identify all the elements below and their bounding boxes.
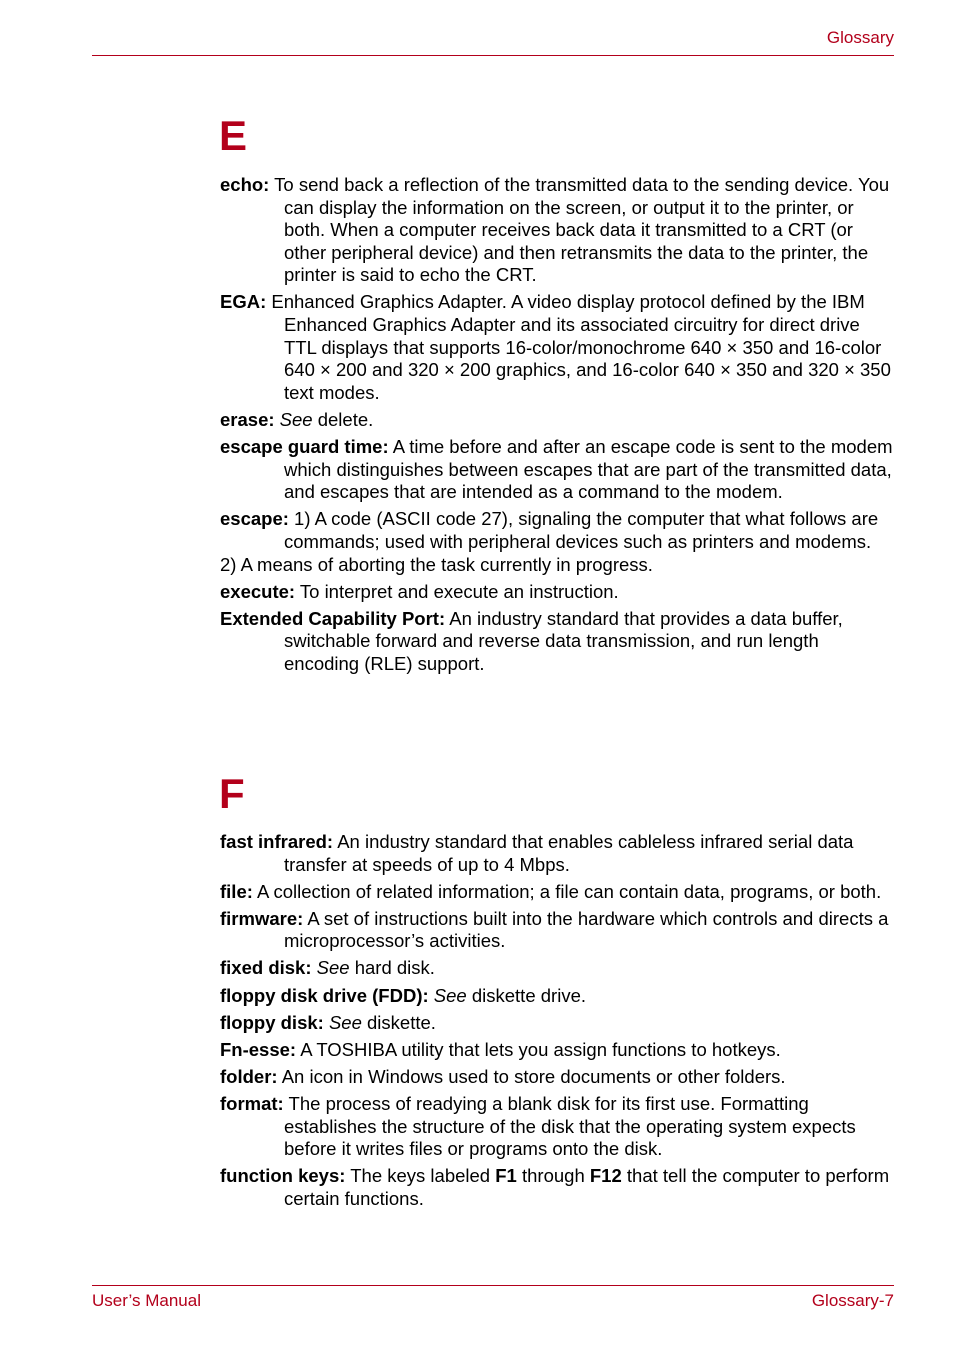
- entry-definition: A set of instructions built into the hardware which controls and directs a microprocessor’s activities.: [284, 907, 889, 952]
- entry-term: Extended Capability Port:: [220, 607, 446, 629]
- entry-definition: delete.: [317, 408, 374, 430]
- entry-definition: hard disk.: [354, 957, 435, 979]
- see-reference: See: [328, 1011, 362, 1033]
- glossary-entry-fast-infrared: [220, 831, 896, 876]
- section-heading-e: E: [219, 112, 248, 159]
- entry-definition: The process of readying a blank disk for its first use. Formatting establishes the structure of the disk that the operating system expects before it writes files or programs onto the disk.: [284, 1092, 856, 1160]
- glossary-entry-function-keys: [220, 1165, 896, 1210]
- entry-term: fast infrared:: [220, 831, 334, 852]
- footer-manual-title: User’s Manual: [92, 1291, 201, 1310]
- entry-term: floppy disk:: [220, 1011, 324, 1033]
- see-reference: See: [316, 957, 350, 979]
- entry-term: firmware:: [220, 907, 304, 929]
- entry-definition: diskette.: [367, 1011, 436, 1033]
- section-heading-f: F: [219, 770, 245, 817]
- entry-term: erase:: [220, 408, 275, 430]
- entry-term: format:: [220, 1092, 284, 1114]
- see-reference: See: [279, 408, 313, 430]
- glossary-entry-file: [220, 881, 896, 904]
- see-reference: See: [433, 984, 467, 1006]
- glossary-entry-execute: [220, 581, 896, 604]
- glossary-entry-fn-esse: [220, 1039, 896, 1062]
- entry-term: file:: [220, 880, 253, 902]
- entry-term: echo:: [220, 174, 270, 195]
- glossary-entry-format: [220, 1093, 896, 1161]
- header-rule: [92, 55, 894, 56]
- entry-term: EGA:: [220, 291, 267, 313]
- section-e-entries: [220, 174, 896, 680]
- glossary-entry-floppy-disk-drive: [220, 985, 896, 1008]
- entry-term: fixed disk:: [220, 957, 312, 979]
- entry-term: floppy disk drive (FDD):: [220, 984, 429, 1006]
- glossary-entry-floppy-disk: [220, 1012, 896, 1035]
- entry-definition-part: that tell the computer to perform certain functions.: [284, 1165, 890, 1209]
- entry-term: Fn-esse:: [220, 1038, 297, 1060]
- entry-definition: An icon in Windows used to store documents or other folders.: [281, 1065, 786, 1087]
- entry-definition: To interpret and execute an instruction.: [299, 580, 619, 602]
- entry-definition: A collection of related information; a file can contain data, programs, or both.: [257, 880, 882, 902]
- glossary-entry-escape: [220, 508, 896, 576]
- entry-definition-second-meaning: 2) A means of aborting the task currently in progress.: [220, 553, 653, 575]
- entry-definition: An industry standard that enables cableless infrared serial data transfer at speeds of up to 4 Mbps.: [284, 831, 854, 875]
- footer-rule: [92, 1285, 894, 1286]
- glossary-entry-firmware: [220, 908, 896, 953]
- entry-definition: To send back a reflection of the transmitted data to the sending device. You can display the information on the screen, or output it to the printer, or both. When a computer receives back data it transmitted to a CRT (or other peripheral device) and then retransmits the data to the printer, the printer is said to echo the CRT.: [274, 174, 890, 286]
- entry-term: escape guard time:: [220, 436, 389, 458]
- entry-definition-part: through: [521, 1165, 585, 1187]
- glossary-entry-echo: [220, 174, 896, 287]
- entry-definition: A TOSHIBA utility that lets you assign functions to hotkeys.: [300, 1038, 781, 1060]
- key-name-f1: F1: [495, 1165, 517, 1187]
- entry-term: execute:: [220, 580, 296, 602]
- glossary-entry-ega: [220, 291, 896, 404]
- glossary-entry-fixed-disk: [220, 957, 896, 980]
- entry-definition: diskette drive.: [471, 984, 586, 1006]
- entry-definition: 1) A code (ASCII code 27), signaling the computer that what follows are commands; used with peripheral devices such as printers and modems.: [284, 508, 879, 552]
- entry-term: folder:: [220, 1065, 278, 1087]
- glossary-entry-escape-guard-time: [220, 436, 896, 504]
- key-name-f12: F12: [589, 1165, 622, 1187]
- section-f-entries: [220, 831, 896, 1215]
- page-number: Glossary-7: [811, 1291, 894, 1310]
- entry-definition: A time before and after an escape code is sent to the modem which distinguishes between escapes that are part of the transmitted data, and escapes that are intended as a command to the modem.: [284, 436, 893, 503]
- glossary-entry-erase: [220, 409, 896, 432]
- entry-term: function keys:: [220, 1165, 346, 1187]
- entry-term: escape:: [220, 508, 289, 530]
- glossary-entry-folder: [220, 1066, 896, 1089]
- entry-definition-part: The keys labeled: [350, 1165, 491, 1187]
- entry-definition: An industry standard that provides a data buffer, switchable forward and reverse data transmission, and run length encoding (RLE) support.: [284, 607, 843, 674]
- entry-definition: Enhanced Graphics Adapter. A video display protocol defined by the IBM Enhanced Graphics Adapter and its associated circuitry for direct drive TTL displays that supports 16-color/monochrome 640 × 350 and 16-color 640 × 200 and 320 × 200 graphics, and 16-color 640 × 350 and 320 × 350 text modes.: [271, 291, 891, 403]
- glossary-entry-extended-capability-port: [220, 608, 896, 676]
- running-header: Glossary: [826, 28, 894, 47]
